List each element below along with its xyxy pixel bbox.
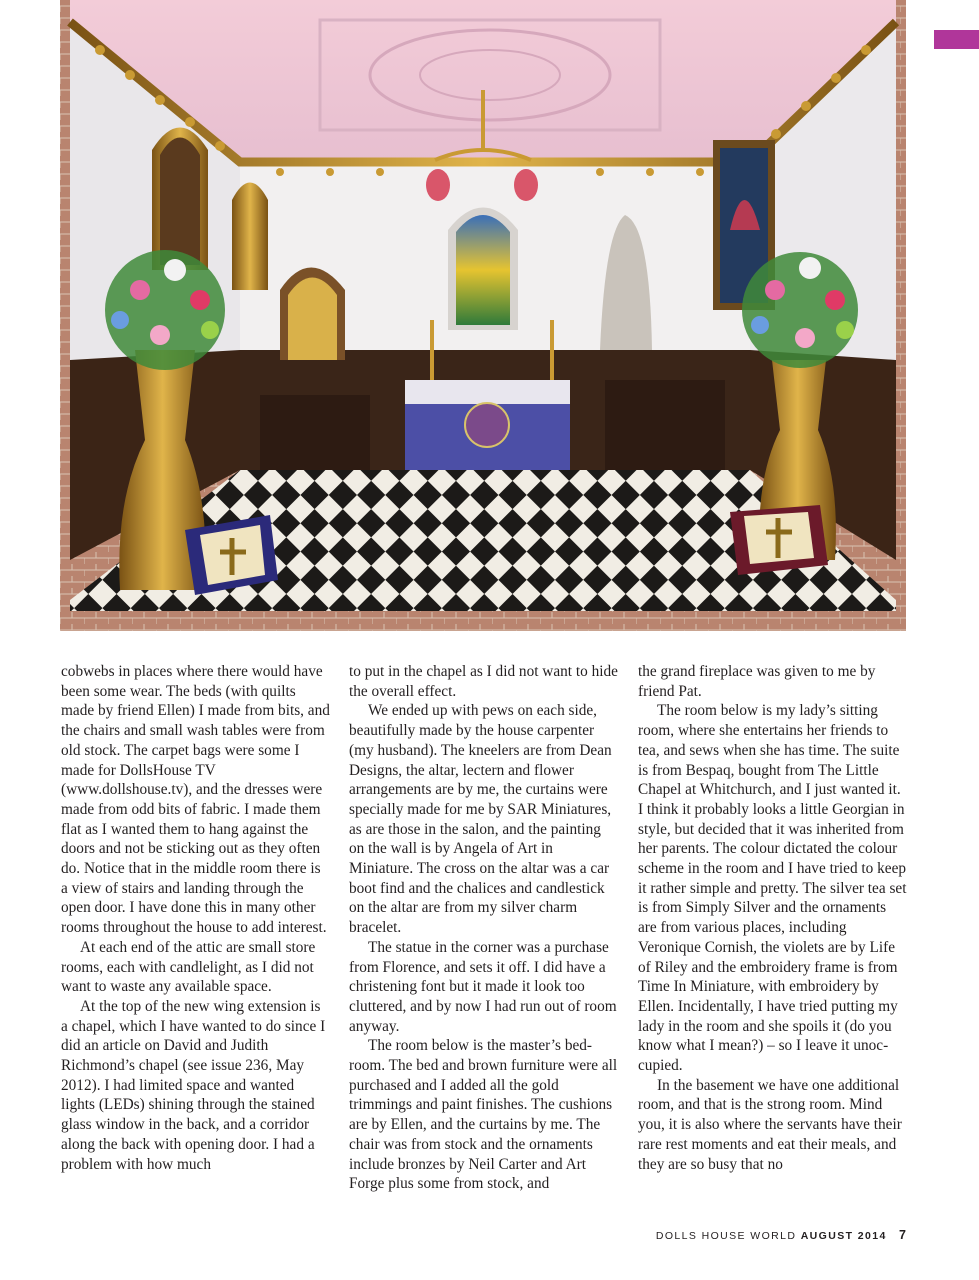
- section-tab: [934, 30, 979, 49]
- paragraph: The statue in the corner was a purchase from Florence, and sets it off. I did have a christening font but it made it look too cluttered, and by now I had run out of room anyway.: [349, 938, 617, 1035]
- stained-glass: [456, 215, 510, 325]
- article-column-1: [61, 662, 331, 1174]
- paragraph: At the top of the new wing extension is a chapel, which I have wanted to do since I did an article on David and Judith Richmond’s chapel (see issue 236, May 2012). I had limited space and wanted lights (LEDs) shining through the stained glass window in the back, and a corridor along the back with opening door. I had a problem with how much: [61, 997, 326, 1173]
- issue-date: AUGUST 2014: [800, 1230, 887, 1242]
- paragraph: cobwebs in places where there would have been some wear. The beds (with quilts made by friend Ellen) I made from bits, and the chairs and small wash tables were from old stock. The carpet bags were some I made for DollsHouse TV (www.dollshouse.tv), and the dresses were made from odd bits of fabric. I made them flat as I wanted them to hang against the doors and not be sticking out as they often do. Notice that in the middle room there is a view of stairs and landing through the open door. I have done this in many other rooms throughout the house to add interest.: [61, 663, 330, 937]
- page-footer: [656, 1228, 906, 1242]
- paragraph: In the basement we have one additional room, and that is the strong room. Mind you, it is also where the servants have their rare rest moments and eat their meals, and they are so busy that no: [638, 1076, 902, 1173]
- paragraph: We ended up with pews on each side, beautifully made by the house carpenter (my husband). The kneelers are from Dean Designs, the altar, lectern and flower arrangements are by me, the curtains were specially made for me by SAR Miniatures, as are those in the salon, and the painting on the wall is by Angela of Art in Miniature. The cross on the altar was a car boot find and the chalices and candlestick on the altar are from my silver charm bracelet.: [349, 702, 612, 937]
- article-column-3: [638, 662, 908, 1174]
- page-number: 7: [899, 1228, 906, 1242]
- paragraph: The room below is my lady’s sitting room, where she entertains her friends to tea, and sews when she has time. The suite is from Bespaq, bought from The Little Chapel at Whitchurch, and I just wanted it. I think it probably looks a little Georgian in style, but decided that it was inherited from her parents. The colour dictated the colour scheme in the room and I have tried to keep it rather simple and pretty. The silver tea set is from Simply Silver and the ornaments are from various places, including Veronique Cornish, the violets are by Life of Riley and the embroidery frame is from Time In Miniature, with embroidery by Ellen. Incidentally, I have tried putting my lady in the room and she spoils it (do you know what I mean?) – so I leave it unoccupied.: [638, 702, 907, 1075]
- right-flowers: [742, 252, 858, 368]
- paragraph: to put in the chapel as I did not want to hide the overall effect.: [349, 663, 618, 700]
- paragraph: The room below is the master’s bedroom. The bed and brown furniture were all purchased and I added all the gold trimmings and paint finishes. The cushions are by Ellen, and the curtains by me. The chair was from stock and the ornaments include bronzes by Neil Carter and Art Forge plus some from stock, and: [349, 1037, 618, 1193]
- article-column-2: [349, 662, 619, 1194]
- left-flowers: [105, 250, 225, 370]
- magazine-name: DOLLS HOUSE WORLD: [655, 1230, 797, 1242]
- right-kneeler: [730, 505, 828, 575]
- chapel-photo: [60, 0, 906, 631]
- paragraph: the grand fireplace was given to me by friend Pat.: [638, 663, 876, 700]
- paragraph: At each end of the attic are small store rooms, each with candlelight, as I did not want to waste any available space.: [61, 938, 316, 996]
